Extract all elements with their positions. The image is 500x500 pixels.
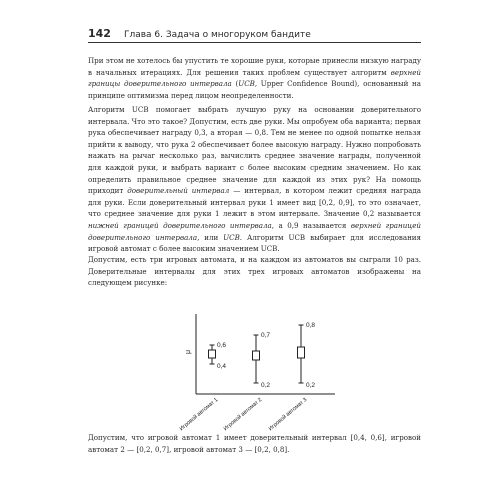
x-tick-label: Игровой автомат 3 — [267, 396, 309, 433]
y-axis-label: μ — [185, 349, 192, 355]
paragraph-3: Допустим, есть три игровых автомата, и на каждом из автоматов вы сыграли 10 раз. Доверительные интервалы для этих трех игровых автоматов изображены на следующем рисунке: — [88, 255, 421, 288]
confidence-interval-chart — [170, 302, 340, 437]
x-tick-label: Игровой автомат 1 — [178, 396, 220, 433]
lower-bound-label: 0,2 — [261, 382, 271, 389]
x-tick-label: Игровой автомат 2 — [222, 396, 264, 433]
text-run: — интервал, в котором лежит средняя награда для руки. Если доверительный интервал руки 1 имеет вид [0,2, 0,9], то это означает, что среднее значение для руки 1 лежит в этом интервале. Значение 0,2 называется — [88, 186, 421, 219]
emphasis: верхней границы доверительного интервала — [88, 67, 421, 89]
paragraph-2 — [88, 104, 421, 255]
text-run: ( — [231, 79, 239, 89]
running-header — [88, 24, 421, 43]
emphasis: доверительный интервал — [127, 186, 230, 196]
lower-bound-label: 0,4 — [217, 363, 227, 370]
lower-bound-label: 0,2 — [306, 382, 316, 389]
emphasis: нижней границей доверительного интервала — [88, 220, 272, 230]
upper-bound-label: 0,7 — [261, 332, 271, 339]
text-run: , Upper Confidence Bound), основанный на принципе оптимизма перед лицом неопределенности. — [88, 79, 421, 100]
interval-box — [209, 350, 216, 358]
emphasis: UCB — [238, 79, 255, 89]
emphasis: UCB — [223, 232, 240, 242]
text-run: При этом не хотелось бы упустить те хорошие руки, которые принесли низкую награду в начальных итерациях. Для решения таких проблем существует алгоритм — [88, 56, 421, 77]
paragraph-4: Допустим, что игровой автомат 1 имеет доверительный интервал [0,4, 0,6], игровой автомат 2 — [0,2, 0,7], игровой автомат 3 — [0,2, 0,8]. — [88, 433, 421, 454]
paragraph-1 — [88, 55, 421, 101]
text-run: , или — [197, 232, 224, 242]
emphasis: верхней границей доверительного интервала — [88, 220, 421, 242]
interval-box — [298, 347, 305, 358]
interval-box — [253, 351, 260, 360]
chapter-title: Глава 6. Задача о многоруком бандите — [124, 30, 311, 40]
upper-bound-label: 0,6 — [217, 342, 227, 349]
upper-bound-label: 0,8 — [306, 322, 316, 329]
text-run: . Алгоритм UCB выбирает для исследования игровой автомат с более высоким значением UCB. — [88, 232, 422, 254]
page-number: 142 — [88, 27, 111, 40]
text-run: Алгоритм UCB помогает выбрать лучшую руку на основании доверительного интервала. Что это такое? Допустим, есть две руки. Мы опробуем оба варианта; первая рука обеспечивает награду 0,3, а вторая — 0,8. Тем не менее по одной попытке нельзя прийти к выводу, что рука 2 обеспечивает более высокую награду. Нужно попробовать нажать на рычаг несколько раз, вычислить среднее значение награды, полученной для каждой руки, и выбрать вариант с более высоким средним значением. Но как определить правильное среднее значение для каждой из этих рук? На помощь приходит — [88, 105, 421, 196]
text-run: , а 0,9 называется — [271, 220, 351, 230]
